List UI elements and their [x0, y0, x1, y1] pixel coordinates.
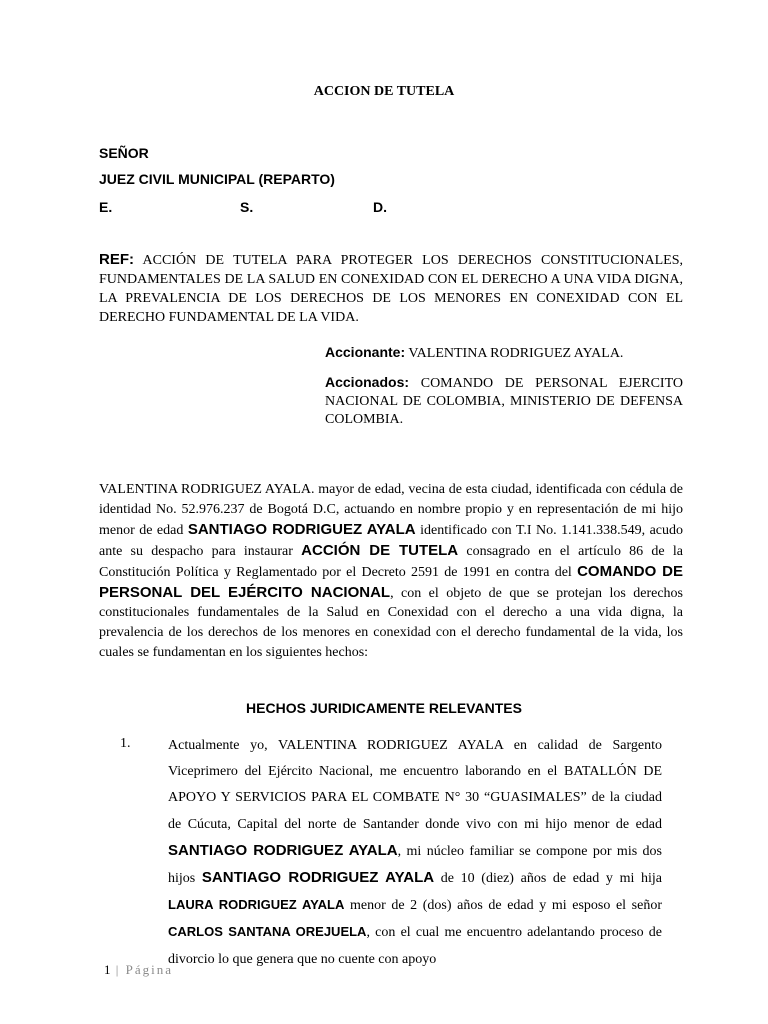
intro-action-name: ACCIÓN DE TUTELA: [301, 541, 459, 559]
fact-text-1: Actualmente yo, VALENTINA RODRIGUEZ AYALA en calidad de Sargento Viceprimero del Ejército Nacional, me encuentro laborando en el BATALLÓN DE APOYO Y SERVICIOS PARA EL COMBATE N° 30 “GUASIMALES” de la ciudad de Cúcuta, Capital del norte de Santander donde vivo con mi hijo menor de edad: [168, 738, 662, 832]
fact-child-name-1: SANTIAGO RODRIGUEZ AYALA: [168, 841, 398, 859]
accionados-value: COMANDO DE PERSONAL EJERCITO NACIONAL DE COLOMBIA, MINISTERIO DE DEFENSA COLOMBIA.: [325, 376, 683, 427]
intro-child-name: SANTIAGO RODRIGUEZ AYALA: [187, 520, 416, 538]
intro-text-1: VALENTINA RODRIGUEZ AYALA. mayor de edad, vecina de esta ciudad, identificada con cédula de identidad No. 52.976.237 de Bogotá D.C, actuando en nombre propio y en representación de mi hijo menor de edad: [99, 482, 683, 538]
intro-text-2: identificado con T.I No. 1.141.338.549, acudo ante su despacho para instaurar: [99, 522, 683, 559]
intro-defendant-name: COMANDO DE PERSONAL DEL EJÉRCITO NACIONAL: [99, 562, 683, 601]
reference-text: ACCIÓN DE TUTELA PARA PROTEGER LOS DERECHOS CONSTITUCIONALES, FUNDAMENTALES DE LA SALUD EN CONEXIDAD CON EL DERECHO A UNA VIDA DIGNA, LA PREVALENCIA DE LOS DERECHOS DE LOS MENORES EN CONEXIDAD CON EL DERECHO FUNDAMENTAL DE LA VIDA.: [99, 253, 683, 325]
footer-separator: |: [110, 962, 126, 977]
fact-daughter-name: LAURA RODRIGUEZ AYALA: [168, 897, 345, 913]
intro-text-3: consagrado en el artículo 86 de la Constitución Política y Reglamentado por el Decreto 2591 de 1991 en contra del: [99, 543, 683, 580]
reference-label: REF:: [99, 251, 134, 268]
fact-paragraph: [168, 733, 662, 973]
addressee-line-2: JUEZ CIVIL MUNICIPAL (REPARTO): [99, 171, 335, 187]
addressee-s: S.: [240, 199, 254, 215]
page-label: Página: [125, 962, 173, 977]
section-heading: HECHOS JURIDICAMENTE RELEVANTES: [246, 700, 522, 716]
addressee-line-1: SEÑOR: [99, 145, 149, 161]
reference-paragraph: [99, 250, 683, 327]
accionados-label: Accionados:: [325, 374, 410, 390]
accionante-line: [325, 343, 683, 363]
fact-child-name-2: SANTIAGO RODRIGUEZ AYALA: [201, 869, 435, 887]
fact-text-3: de 10 (diez) años de edad y mi hija: [434, 871, 663, 887]
intro-paragraph: [99, 480, 683, 663]
fact-text-2: , mi núcleo familiar se compone por mis dos hijos: [168, 843, 662, 887]
fact-text-5: , con el cual me encuentro adelantando proceso de divorcio lo que genera que no cuente con apoyo: [168, 925, 662, 967]
accionante-value: VALENTINA RODRIGUEZ AYALA.: [405, 346, 624, 361]
document-title: ACCION DE TUTELA: [313, 84, 455, 99]
accionante-label: Accionante:: [325, 344, 406, 360]
addressee-d: D.: [373, 199, 387, 215]
fact-number: 1.: [120, 736, 131, 751]
intro-text-4: , con el objeto de que se protejan los derechos constitucionales fundamentales de la Salud en Conexidad con el derecho a una vida digna, la prevalencia de los derechos de los menores en conexidad con el derecho fundamental de la vida, los cuales se fundamentan en los siguientes hechos:: [99, 585, 683, 661]
fact-text-4: menor de 2 (dos) años de edad y mi esposo el señor: [344, 898, 662, 914]
addressee-e: E.: [99, 199, 113, 215]
page-number: 1: [104, 962, 111, 977]
fact-spouse-name: CARLOS SANTANA OREJUELA: [168, 924, 367, 940]
page-footer: [104, 962, 173, 978]
accionados-block: [325, 373, 683, 429]
